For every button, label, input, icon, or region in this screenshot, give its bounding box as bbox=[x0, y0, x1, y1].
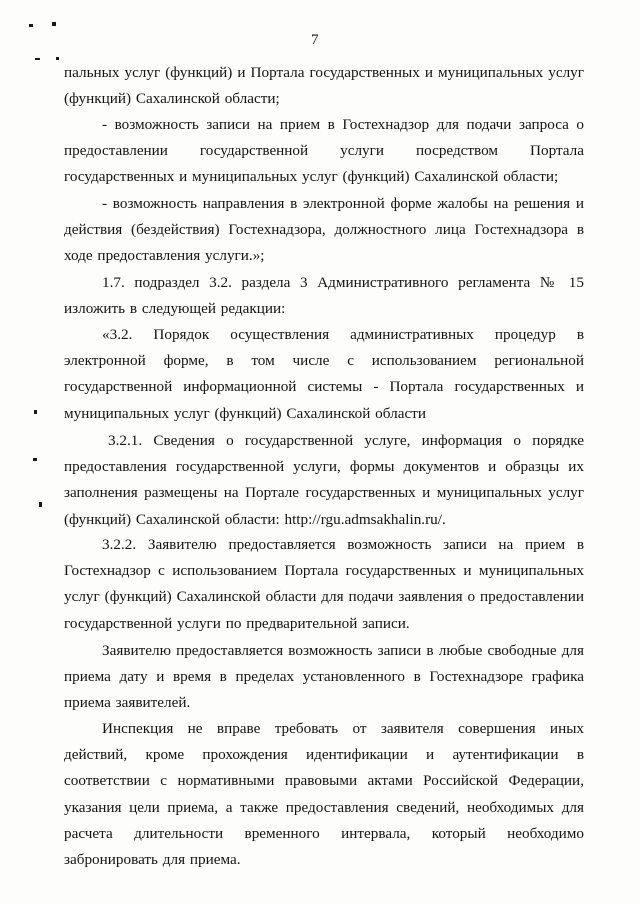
scan-mark bbox=[29, 24, 33, 27]
paragraph: 3.2.2. Заявителю предоставляется возможность записи на прием в Гостехнадзор с использованием Портала государственных и муниципальных услуг (функций) Сахалинской области для подачи заявления о предоставлении государственной услуги по предварительной записи. bbox=[64, 536, 584, 632]
paragraph-inspection bbox=[64, 716, 584, 873]
page-number: 7 bbox=[311, 32, 319, 48]
scan-mark bbox=[34, 410, 37, 414]
scan-mark bbox=[33, 458, 37, 461]
paragraph-booking bbox=[64, 112, 584, 191]
paragraph: Инспекция не вправе требовать от заявителя совершения иных действий, кроме прохождения идентификации и аутентификации в соответствии с нормативными правовыми актами Российской Федерации, указания цели приема, а также предоставления сведений, необходимых для расчета длительности временного интервала, который необходимо забронировать для приема. bbox=[64, 720, 584, 869]
paragraph-complaint bbox=[64, 191, 584, 270]
paragraph-any-time bbox=[64, 638, 584, 717]
paragraph-continuation bbox=[64, 60, 584, 112]
paragraph: «3.2. Порядок осуществления административных процедур в электронной форме, в том числе с использованием региональной государственной информационной системы - Портала государственных и муниципальных услуг (функций) Сахалинской области bbox=[64, 326, 584, 422]
paragraph-3-2-1 bbox=[64, 428, 584, 533]
paragraph: - возможность записи на прием в Гостехнадзор для подачи запроса о предоставлении государственной услуги посредством Портала государственных и муниципальных услуг (функций) Сахалинской области; bbox=[64, 116, 584, 186]
scan-mark bbox=[56, 57, 59, 60]
paragraph: Заявителю предоставляется возможность записи в любые свободные для приема дату и время в пределах установленного в Гостехнадзоре графика приема заявителей. bbox=[64, 642, 584, 712]
paragraph-section-3-2 bbox=[64, 322, 584, 427]
scan-mark bbox=[35, 58, 40, 60]
paragraph: 3.2.1. Сведения о государственной услуге, информация о порядке предоставления государственной услуги, формы документов и образцы их заполнения размещены на Портале государственных и муниципальных услуг (функций) Сахалинской области: http://rgu.admsakhalin.ru/. bbox=[64, 432, 584, 528]
paragraph: 1.7. подраздел 3.2. раздела 3 Административного регламента № 15 изложить в следующей редакции: bbox=[64, 274, 584, 318]
paragraph-amendment bbox=[64, 270, 584, 322]
scan-mark bbox=[39, 502, 42, 507]
paragraph-3-2-2 bbox=[64, 532, 584, 637]
scan-mark bbox=[52, 22, 56, 26]
paragraph: пальных услуг (функций) и Портала государственных и муниципальных услуг (функций) Сахалинской области; bbox=[64, 64, 584, 108]
paragraph: - возможность направления в электронной форме жалобы на решения и действия (бездействия) Гостехнадзора, должностного лица Гостехнадзора в ходе предоставления услуги.»; bbox=[64, 195, 584, 265]
